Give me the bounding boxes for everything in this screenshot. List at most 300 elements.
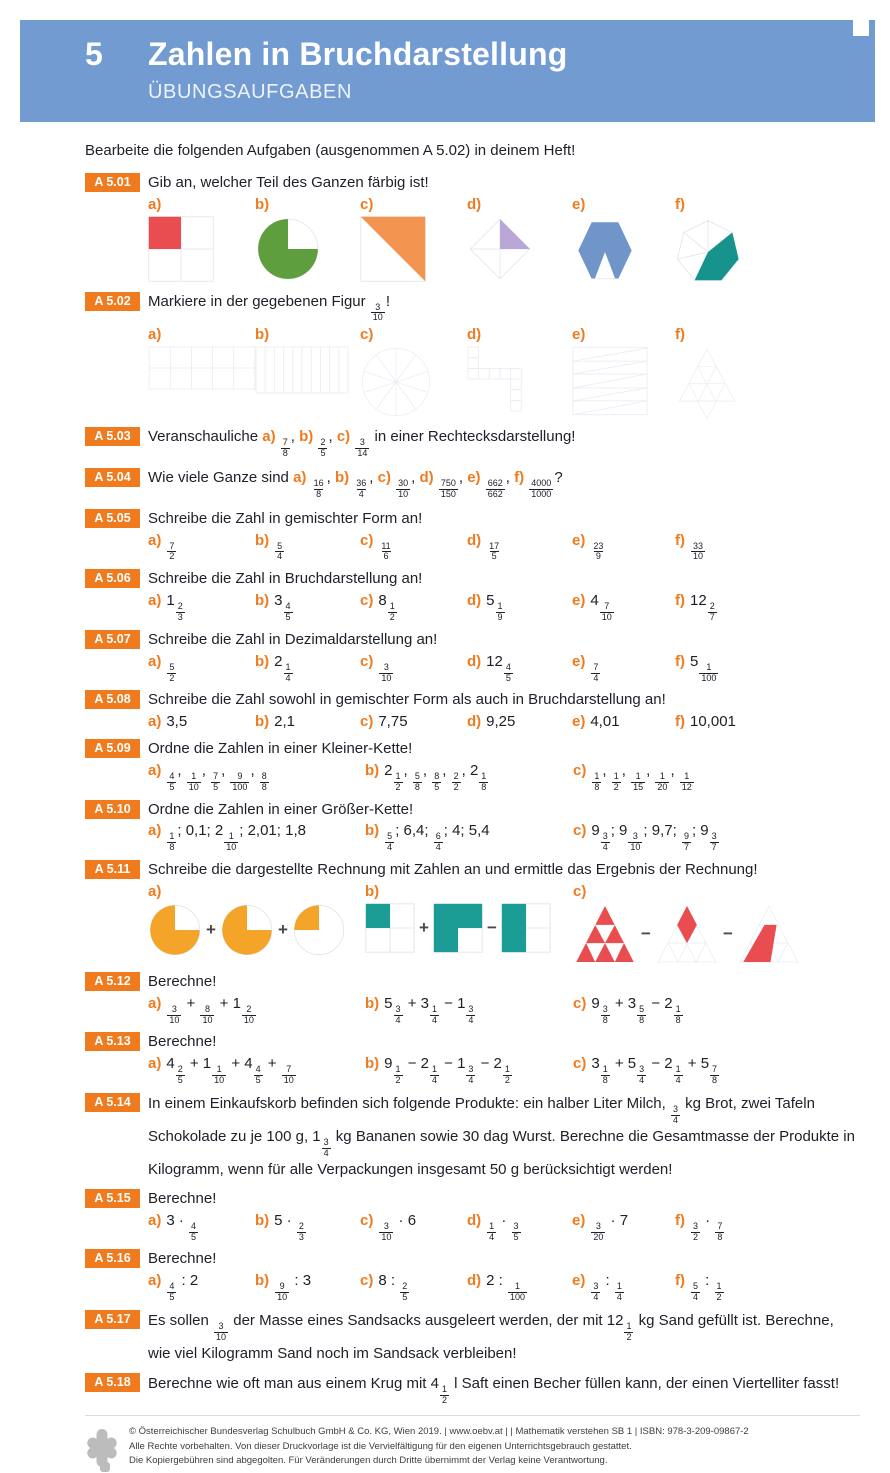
fraction-denominator: 4 (639, 1075, 645, 1086)
task-body (148, 690, 860, 732)
item-letter: a) (148, 1211, 162, 1229)
fraction-denominator: 10 (381, 1231, 392, 1242)
task-a-5.05 (85, 509, 860, 563)
fraction-numerator: 3 (672, 1103, 678, 1114)
task-item (255, 712, 360, 732)
task-body (148, 509, 860, 563)
item-letter: c) (360, 326, 374, 344)
text-run: + 4 (227, 1055, 253, 1073)
fraction-numerator: 5 (169, 661, 175, 672)
text-run: · (497, 1211, 511, 1229)
text-run: In einem Einkaufskorb befinden sich folgende Produkte: ein halber Liter Milch, (148, 1094, 670, 1112)
figure-rect-zigzag-10 (572, 346, 648, 416)
fraction (242, 1005, 256, 1026)
task-title (148, 1032, 860, 1052)
task-item (148, 712, 255, 732)
heptagon-sectors-teal-figure (675, 216, 741, 285)
text-run: − 2 (647, 994, 673, 1012)
fraction (167, 542, 176, 563)
fraction-denominator: 4 (435, 842, 441, 853)
item-letter: f) (675, 713, 685, 731)
task-item (572, 1211, 675, 1243)
fraction-numerator: 3 (218, 1320, 224, 1331)
text-run: der Masse eines Sandsacks ausgeleert werden, der mit 12 (229, 1311, 624, 1329)
task-item (360, 531, 467, 563)
figure-row (148, 195, 860, 285)
fraction (591, 1222, 605, 1243)
task-title (148, 860, 860, 880)
item-letter: d) (467, 195, 482, 213)
fraction (176, 1065, 185, 1086)
fraction-numerator: 1 (216, 1064, 222, 1075)
fraction-denominator: 10 (214, 1075, 225, 1086)
fraction (680, 772, 694, 793)
fraction (710, 1065, 719, 1086)
square-quarter-red-figure (148, 216, 214, 282)
fraction-denominator: 4 (395, 1014, 401, 1025)
fraction-denominator: 8 (414, 781, 420, 792)
text-run: − 2 (476, 1055, 502, 1073)
task-item (467, 1271, 572, 1303)
fraction-denominator: 100 (510, 1292, 526, 1303)
fraction-denominator: 4 (672, 1114, 678, 1125)
item-letter: b) (365, 1055, 380, 1073)
fraction-numerator: 3 (595, 1220, 601, 1231)
figure-group (148, 882, 365, 957)
task-item (255, 531, 360, 563)
fraction (379, 542, 392, 563)
fraction-numerator: 1 (489, 1220, 495, 1231)
fraction (591, 663, 600, 684)
text-run: 7,75 (378, 713, 408, 731)
fraction-denominator: 2 (395, 1075, 401, 1086)
task-id-badge: A 5.14 (85, 1093, 140, 1112)
item-letter: e) (572, 1272, 586, 1290)
fraction (385, 832, 394, 853)
fraction-numerator: 8 (204, 1003, 210, 1014)
text-run: Schreibe die Zahl sowohl in gemischter Form als auch in Bruchdarstellung an! (148, 691, 666, 709)
fraction-denominator: 4 (358, 488, 364, 499)
task-item (148, 821, 365, 853)
task-body (148, 173, 860, 285)
text-run: 9 (591, 822, 600, 840)
text-run: + (263, 1055, 281, 1073)
item-letter: d) (467, 1272, 482, 1290)
text-run: : (701, 1272, 714, 1290)
text-run: Gib an, welcher Teil des Ganzen färbig ist! (148, 174, 429, 191)
task-item (148, 591, 255, 623)
task-body (148, 1093, 860, 1182)
fraction-denominator: 2 (716, 1292, 722, 1303)
fraction-numerator: 1 (497, 601, 503, 612)
fraction (284, 602, 293, 623)
task-item (675, 591, 860, 623)
fraction-numerator: 4 (169, 770, 175, 781)
item-letter: b) (255, 195, 270, 213)
page-footer (85, 1415, 860, 1473)
fraction-numerator: 1 (169, 831, 175, 842)
fraction-denominator: 4 (431, 1014, 437, 1025)
fraction-denominator: 6 (383, 551, 389, 562)
fraction-numerator: 7 (169, 540, 175, 551)
fraction-numerator: 1 (594, 770, 600, 781)
text-run: , (422, 761, 432, 779)
text-run: : 2 (177, 1272, 199, 1290)
fraction (466, 1065, 475, 1086)
pie-three-quarters-orange-figure (220, 903, 274, 957)
text-run: ; 9,7; (643, 822, 681, 840)
task-a-5.16 (85, 1249, 860, 1303)
fraction-denominator: 7 (683, 842, 689, 853)
fraction-denominator: 8 (261, 781, 267, 792)
figure-cell (675, 195, 860, 285)
item-letter: f) (675, 1211, 685, 1229)
fraction-denominator: 5 (191, 1231, 197, 1242)
item-letter: d) (467, 652, 482, 670)
task-item (572, 531, 675, 563)
text-run: 2 (274, 652, 283, 670)
task-item (360, 652, 467, 684)
figure-cell (148, 195, 255, 282)
text-run: Berechne! (148, 1189, 217, 1207)
fraction (466, 1005, 475, 1026)
text-run: Schreibe die Zahl in gemischter Form an! (148, 509, 423, 527)
fraction (439, 479, 458, 500)
task-item (148, 531, 255, 563)
fraction (275, 542, 284, 563)
fraction (612, 772, 621, 793)
fraction-denominator: 2 (169, 551, 175, 562)
item-letter: a) (293, 468, 311, 486)
fraction-numerator: 2 (402, 1281, 408, 1292)
fraction-numerator: 4000 (531, 477, 552, 488)
item-letter: e) (572, 531, 586, 549)
fraction-numerator: 23 (593, 540, 604, 551)
pie-quarter-orange-figure (292, 903, 346, 957)
task-item (365, 761, 573, 793)
figure-cell (675, 325, 860, 420)
circle-10-sectors-figure (360, 346, 432, 418)
task-body (148, 427, 860, 461)
item-letter: c) (336, 428, 355, 446)
task-title (148, 468, 860, 500)
figure-strips-10 (255, 346, 349, 394)
text-run: l Saft einen Becher füllen kann, der einen Viertelliter fasst! (450, 1375, 840, 1393)
fraction (710, 832, 719, 853)
item-letter: d) (467, 531, 482, 549)
fraction-denominator: 8 (602, 1075, 608, 1086)
fraction-denominator: 3 (298, 1231, 304, 1242)
text-run: · (701, 1211, 715, 1229)
text-run: + (182, 994, 200, 1012)
item-letter: c) (573, 822, 587, 840)
task-title (148, 1249, 860, 1269)
fraction-denominator: 5 (255, 1075, 261, 1086)
fraction (167, 1005, 181, 1026)
task-id-badge: A 5.17 (85, 1310, 140, 1329)
fraction-numerator: 3 (375, 301, 381, 312)
item-letter: d) (419, 468, 438, 486)
fraction (708, 602, 717, 623)
fraction-denominator: 9 (595, 551, 601, 562)
task-item (573, 821, 860, 853)
fraction-denominator: 10 (630, 842, 641, 853)
triangle-grid-10-figure (675, 346, 739, 420)
task-title (148, 1373, 860, 1406)
fraction (322, 1138, 331, 1159)
fraction-denominator: 4 (675, 1075, 681, 1086)
task-body (148, 1310, 860, 1366)
fraction-denominator: 8 (481, 781, 487, 792)
text-run: : 3 (290, 1272, 312, 1290)
fraction (512, 1222, 521, 1243)
fraction-denominator: 2 (453, 781, 459, 792)
fraction-numerator: 1 (626, 1320, 632, 1331)
task-item (467, 652, 572, 684)
text-run: Ordne die Zahlen in einer Kleiner-Kette! (148, 740, 413, 758)
item-letter: c) (360, 1272, 374, 1290)
fraction (671, 1105, 680, 1126)
fraction-denominator: 12 (681, 781, 692, 792)
task-body (148, 630, 860, 684)
fraction-numerator: 1 (389, 601, 395, 612)
figure-cell (255, 195, 360, 282)
figure-pie-three-quarters-green (255, 216, 321, 282)
task-item (467, 1211, 572, 1243)
fraction-denominator: 2 (389, 612, 395, 622)
task-id-badge: A 5.06 (85, 569, 140, 588)
grid-5x2-figure (148, 346, 256, 390)
fraction-numerator: 1 (191, 770, 197, 781)
fraction-numerator: 5 (693, 1281, 699, 1292)
fraction (601, 1065, 610, 1086)
task-item (148, 1271, 255, 1303)
operator-sign: + (419, 917, 429, 937)
fraction-numerator: 3 (383, 661, 389, 672)
fraction-numerator: 8 (434, 770, 440, 781)
fraction-numerator: 3 (632, 831, 638, 842)
fraction-denominator: 8 (594, 781, 600, 792)
task-item (148, 1211, 255, 1243)
fraction (260, 772, 269, 793)
fraction-denominator: 2 (504, 1075, 510, 1086)
text-run: , (177, 761, 186, 779)
fraction (631, 772, 645, 793)
fraction (282, 1065, 296, 1086)
task-item (572, 712, 675, 732)
item-letter: e) (572, 1211, 586, 1229)
fraction (434, 832, 443, 853)
figure-pie-three-quarters-orange (148, 903, 202, 957)
pie-three-quarters-orange-figure (148, 903, 202, 957)
task-a-5.06 (85, 569, 860, 623)
task-item (573, 761, 860, 793)
fraction-numerator: 2 (453, 770, 459, 781)
figure-grid-5x2 (148, 346, 256, 390)
fraction (312, 479, 326, 500)
figure-cell (148, 325, 255, 390)
text-run: in einer Rechtecksdarstellung! (370, 428, 576, 446)
item-letter: b) (255, 531, 270, 549)
fraction-denominator: 8 (675, 1014, 681, 1025)
fraction (699, 663, 718, 684)
fraction-denominator: 100 (232, 781, 248, 792)
fraction-numerator: 9 (279, 1281, 285, 1292)
item-letter: f) (675, 195, 685, 213)
text-run: Berechne wie oft man aus einem Krug mit 4 (148, 1375, 439, 1393)
text-run: − 1 (439, 1055, 466, 1073)
task-item (675, 652, 860, 684)
task-items (148, 652, 860, 684)
operator-sign: + (277, 919, 288, 939)
task-item (467, 531, 572, 563)
fraction-numerator: 7 (604, 601, 610, 612)
fraction-denominator: 9 (497, 612, 503, 622)
task-id-badge: A 5.15 (85, 1189, 140, 1208)
chapter-title-row (85, 36, 875, 73)
fraction-denominator: 4 (285, 672, 291, 683)
text-run: , (250, 761, 259, 779)
task-items (148, 1271, 860, 1303)
fraction-numerator: 3 (468, 1003, 474, 1014)
fraction (432, 772, 441, 793)
square4-one-teal-figure (365, 903, 415, 953)
fraction-denominator: 10 (398, 488, 409, 499)
fraction-denominator: 10 (693, 551, 704, 562)
text-run: Schreibe die Zahl in Bruchdarstellung an! (148, 570, 423, 588)
fraction-denominator: 100 (701, 672, 717, 683)
item-letter: a) (148, 326, 162, 344)
fraction (379, 1222, 393, 1243)
fraction-numerator: 1 (659, 770, 665, 781)
fraction-numerator: 3 (593, 1281, 599, 1292)
fraction-numerator: 4 (191, 1220, 197, 1231)
fraction-denominator: 4 (693, 1292, 699, 1303)
text-run: 3 (274, 592, 283, 610)
text-run: Ordne die Zahlen in einer Größer-Kette! (148, 800, 414, 818)
task-id-badge: A 5.03 (85, 427, 140, 446)
item-letter: f) (675, 1272, 685, 1290)
task-a-5.11 (85, 860, 860, 965)
figure-heptagon-sectors-teal (675, 216, 741, 285)
fraction-denominator: 150 (440, 488, 456, 499)
fraction (682, 832, 691, 853)
text-run: Berechne! (148, 1033, 217, 1051)
fraction-denominator: 5 (513, 1231, 519, 1242)
fraction (167, 1282, 176, 1303)
task-item (365, 821, 573, 853)
task-item (148, 1054, 365, 1086)
task-item (365, 1054, 573, 1086)
text-run: 12 (486, 652, 503, 670)
oebv-logo-icon (85, 1427, 119, 1473)
text-run: , (328, 428, 337, 446)
item-letter: b) (365, 994, 380, 1012)
task-item (360, 712, 467, 732)
figure-triangle9-six-red (573, 903, 637, 965)
task-items (148, 712, 860, 732)
figure-cell (360, 195, 467, 282)
task-items (148, 821, 860, 853)
fraction (167, 772, 176, 793)
text-run: + 3 (610, 994, 637, 1012)
figure-groups (148, 882, 860, 965)
fraction-denominator: 4 (593, 1292, 599, 1303)
task-a-5.12 (85, 972, 860, 1026)
fraction-numerator: 1 (481, 770, 487, 781)
item-letter: a) (262, 428, 280, 446)
figure-cell (572, 325, 675, 416)
text-run: Schreibe die dargestellte Rechnung mit Zahlen an und ermittle das Ergebnis der Rechnung! (148, 861, 758, 879)
item-letter: b) (365, 822, 380, 840)
item-letter: a) (148, 713, 162, 731)
figure-group (573, 882, 860, 965)
square4-three-teal-figure (433, 903, 483, 953)
fraction-denominator: 4 (277, 551, 283, 562)
hexagon-notched-blue-figure (572, 216, 638, 285)
text-run: + 3 (403, 994, 429, 1012)
fraction-denominator: 4 (468, 1075, 474, 1086)
fraction-denominator: 7 (711, 842, 717, 853)
fraction (189, 1222, 198, 1243)
item-letter: c) (573, 761, 587, 779)
text-run: , (201, 761, 211, 779)
fraction (601, 832, 610, 853)
fraction (479, 772, 488, 793)
item-letter: a) (148, 883, 162, 901)
fraction (615, 1282, 624, 1303)
page-title: Zahlen in Bruchdarstellung (148, 36, 568, 72)
text-run: , (290, 428, 300, 446)
item-letter: e) (467, 468, 485, 486)
fraction-numerator: 2 (246, 1003, 252, 1014)
fraction (591, 542, 605, 563)
task-title (148, 690, 860, 710)
task-item (148, 761, 365, 793)
fraction-numerator: 750 (440, 477, 456, 488)
fraction (230, 772, 249, 793)
fraction-denominator: 1000 (531, 488, 552, 499)
fraction-denominator: 4 (602, 842, 608, 853)
task-title (148, 800, 860, 820)
task-title (148, 569, 860, 589)
fraction-numerator: 3 (602, 831, 608, 842)
task-id-badge: A 5.02 (85, 292, 140, 311)
fraction-denominator: 10 (283, 1075, 294, 1086)
fraction-denominator: 2 (395, 781, 401, 792)
task-title (148, 739, 860, 759)
task-item (675, 1211, 860, 1243)
fraction (394, 772, 403, 793)
fraction-denominator: 5 (285, 612, 291, 622)
task-a-5.18 (85, 1373, 860, 1408)
figure-pie-quarter-orange (292, 903, 346, 957)
task-a-5.15 (85, 1189, 860, 1243)
corner-notch (853, 20, 869, 36)
text-run: kg Brot, zwei Tafeln Schokolade zu je 100 g, 1 (148, 1094, 815, 1145)
fraction-denominator: 8 (282, 448, 288, 459)
fraction-numerator: 1 (675, 1064, 681, 1075)
task-item (675, 531, 860, 563)
fraction (503, 1065, 512, 1086)
fraction (394, 1005, 403, 1026)
fraction-denominator: 5 (402, 1292, 408, 1303)
task-body (148, 1249, 860, 1303)
fraction (637, 1065, 646, 1086)
text-run: , (646, 761, 655, 779)
fraction (355, 438, 369, 459)
item-letter: b) (255, 592, 270, 610)
